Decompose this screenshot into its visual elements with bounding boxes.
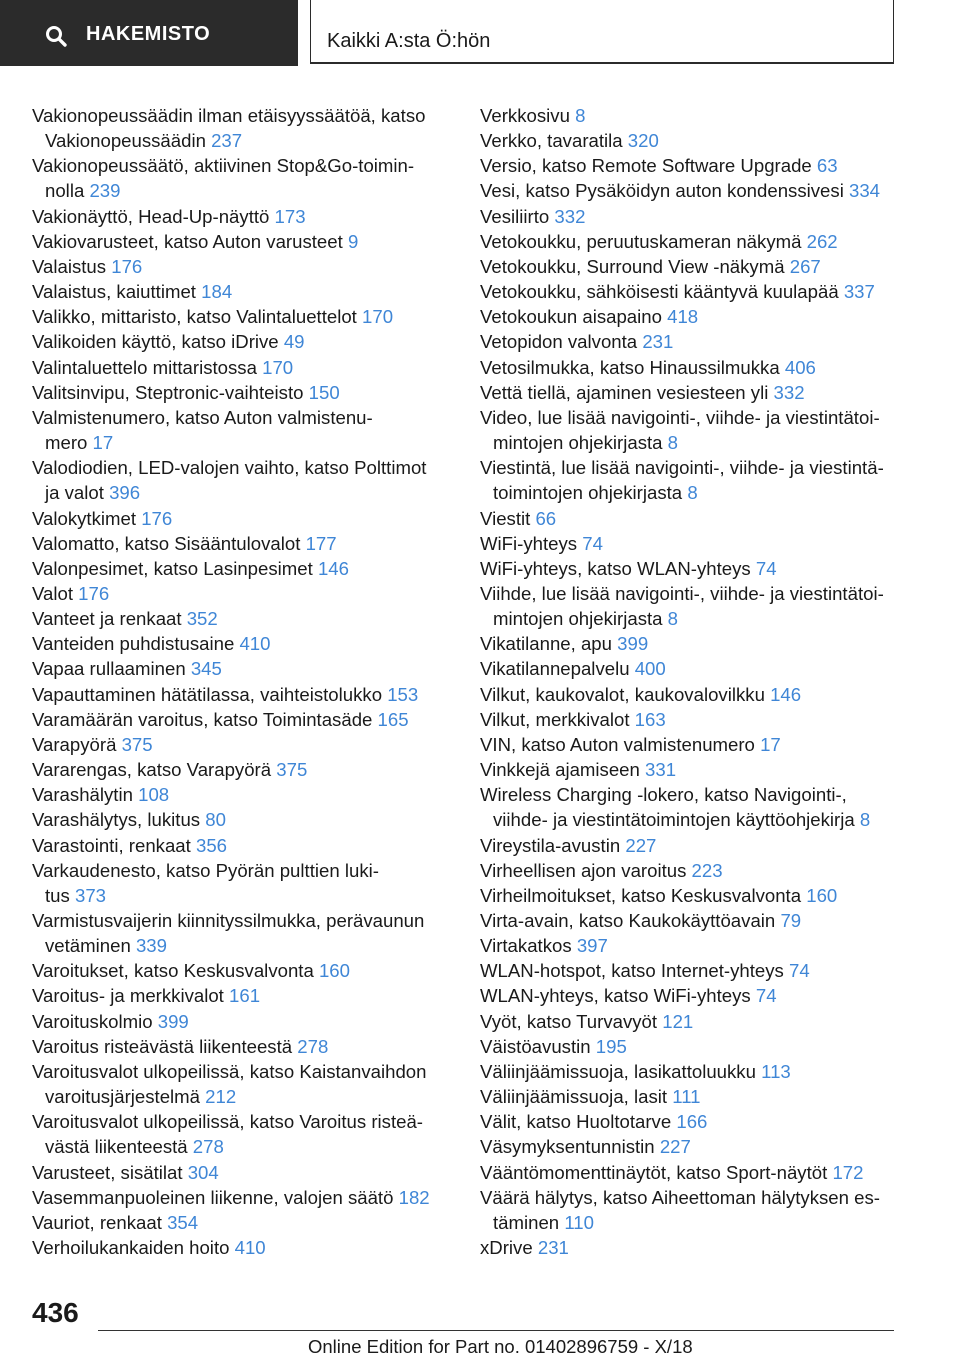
index-column-right [480, 103, 910, 1260]
index-entry [32, 858, 452, 908]
index-entry [480, 304, 910, 329]
page-reference-link[interactable]: 227 [625, 834, 657, 856]
page-reference-link[interactable]: 121 [662, 1010, 694, 1032]
index-entry [480, 1185, 910, 1235]
index-entry-text: toimintojen ohjekirjasta [493, 482, 688, 504]
index-entry [32, 355, 452, 380]
index-entry-text: Virta-avain, katso Kaukokäyttöavain [480, 910, 781, 931]
index-entry-text: Varapyörä [32, 733, 122, 755]
index-entry-text: Vakionäyttö, Head-Up-näyttö [32, 205, 275, 227]
page-reference-link[interactable]: 165 [377, 708, 409, 730]
page-reference-link[interactable]: 66 [535, 507, 557, 529]
page-reference-link[interactable]: 354 [167, 1211, 199, 1233]
index-entry [32, 304, 452, 329]
index-entry [32, 958, 452, 983]
index-entry-text: Vääntömomenttinäytöt, katso Sport-näytöt [480, 1161, 833, 1183]
index-entry [32, 1059, 452, 1109]
index-entry-text: Varoituskolmio [32, 1010, 158, 1032]
index-entry [32, 405, 452, 455]
index-entry-text: mintojen ohjekirjasta [493, 608, 668, 630]
index-entry-text: Vasemmanpuoleinen liikenne, valojen säätö [32, 1186, 399, 1208]
index-entry-text: mintojen ohjekirjasta [493, 432, 668, 454]
index-entry-text: Vapauttaminen hätätilassa, vaihteistolukko [32, 683, 388, 705]
page-reference-link[interactable]: 113 [761, 1060, 791, 1082]
page-reference-link[interactable]: 146 [317, 557, 349, 579]
index-entry [32, 682, 452, 707]
page-reference-link[interactable]: 399 [617, 633, 649, 655]
page-reference-link[interactable]: 80 [205, 809, 226, 831]
index-entry-text: Viihde, lue lisää navigointi-, viihde- ja viestintätoi‐ [480, 582, 884, 604]
index-entry [480, 833, 910, 858]
index-entry-text: WiFi-yhteys, katso WLAN-yhteys [480, 557, 756, 579]
index-entry-text: VIN, katso Auton valmistenumero [480, 733, 761, 755]
page-reference-link[interactable]: 345 [190, 658, 222, 680]
page-reference-link[interactable]: 375 [276, 759, 308, 781]
search-icon [44, 24, 68, 48]
page-reference-link[interactable]: 195 [595, 1035, 627, 1057]
page-reference-link[interactable]: 110 [564, 1211, 594, 1233]
tab-all-a-to-o[interactable] [310, 0, 894, 64]
page-reference-link[interactable]: 176 [111, 255, 143, 277]
index-entry [32, 204, 452, 229]
index-entry [480, 103, 910, 128]
index-entry-text: Vireystila-avustin [480, 834, 626, 856]
index-entry-text: Vilkut, kaukovalot, kaukovalovilkku [480, 683, 771, 705]
page-reference-link[interactable]: 212 [205, 1086, 237, 1108]
index-entry-text: WLAN-hotspot, katso Internet-yhteys [480, 960, 789, 982]
index-entry-text: Varashälytin [32, 784, 139, 806]
page-reference-link[interactable]: 352 [186, 608, 218, 630]
page-reference-link[interactable]: 153 [387, 683, 419, 705]
index-entry-text: WiFi-yhteys [480, 532, 583, 554]
page-reference-link[interactable]: 410 [234, 1237, 266, 1259]
page-reference-link[interactable]: 150 [308, 381, 340, 403]
index-entry-text: Vetopidon valvonta [480, 331, 643, 353]
page-reference-link[interactable]: 337 [843, 281, 875, 303]
page-reference-link[interactable]: 74 [582, 532, 603, 554]
page-reference-link[interactable]: 239 [89, 180, 121, 202]
index-entry [32, 782, 452, 807]
index-entry [32, 631, 452, 656]
page-reference-link[interactable]: 8 [575, 105, 586, 126]
index-entry-text: Vesiliirto [480, 205, 555, 227]
index-entry-text: Verkko, tavaratila [480, 130, 628, 152]
page-reference-link[interactable]: 278 [297, 1035, 329, 1057]
index-entry-text: Valikko, mittaristo, katso Valintaluettelot [32, 306, 363, 328]
index-entry-text: Valikoiden käyttö, katso iDrive [32, 331, 284, 353]
index-entry-text: Valaistus, kaiuttimet [32, 281, 202, 303]
page-reference-link[interactable]: 397 [576, 935, 608, 957]
index-entry-text: Vettä tiellä, ajaminen vesiesteen yli [480, 381, 774, 403]
index-button-label: HAKEMISTO [86, 23, 211, 45]
index-entry [32, 807, 452, 832]
index-entry [480, 1109, 910, 1134]
index-entry [480, 732, 910, 757]
page-reference-link[interactable]: 262 [806, 230, 838, 252]
index-entry [480, 1134, 910, 1159]
index-entry [32, 1034, 452, 1059]
page-reference-link[interactable]: 177 [305, 532, 337, 554]
page-reference-link[interactable]: 331 [645, 759, 677, 781]
index-entry-text: Verhoilukankaiden hoito [32, 1237, 235, 1259]
index-entry [480, 631, 910, 656]
index-entry-text: Varkaudenesto, katso Pyörän pulttien luki‐ [32, 859, 379, 881]
index-entry [480, 531, 910, 556]
index-entry-text: Vikatilanne, apu [480, 633, 618, 655]
index-entry-text: Virheellisen ajon varoitus [480, 859, 692, 881]
page-reference-link[interactable]: 267 [789, 255, 821, 277]
index-entry [480, 329, 910, 354]
header [0, 0, 960, 66]
index-entry-text: Valmistenumero, katso Auton valmistenu‐ [32, 406, 373, 428]
index-entry-text: Vesi, katso Pysäköidyn auton kondenssivesi [480, 180, 849, 202]
index-entry [32, 103, 452, 153]
index-entry-text: Valitsinvipu, Steptronic-vaihteisto [32, 381, 309, 403]
page-number: 436 [32, 1297, 79, 1328]
index-entry-text: tus [45, 884, 75, 906]
index-entry-text: Varmistusvaijerin kiinnityssilmukka, perävaunun [32, 910, 425, 931]
index-entry-text: Valintaluettelo mittaristossa [32, 356, 263, 378]
page-reference-link[interactable]: 160 [806, 884, 838, 906]
index-entry [32, 556, 452, 581]
index-entry [32, 606, 452, 631]
index-entry [480, 229, 910, 254]
index-entry [32, 254, 452, 279]
index-entry [480, 581, 910, 631]
index-entry-text: Viestit [480, 507, 536, 529]
index-entry [32, 329, 452, 354]
index-entry [32, 279, 452, 304]
index-entry-text: västä liikenteestä [45, 1136, 193, 1158]
index-entry-text: Varashälytys, lukitus [32, 809, 206, 831]
index-entry-text: xDrive [480, 1237, 538, 1259]
index-entry-text: Vakionopeussäätö, aktiivinen Stop&Go-toimin‐ [32, 155, 415, 177]
index-entry [480, 556, 910, 581]
page-reference-link[interactable]: 111 [672, 1086, 701, 1108]
index-entry-text: viihde- ja viestintätoimintojen käyttöohjekirja [493, 809, 860, 831]
page-reference-link[interactable]: 166 [676, 1111, 708, 1133]
page-reference-link[interactable]: 418 [667, 306, 699, 328]
index-entry [480, 656, 910, 681]
index-entry [32, 732, 452, 757]
page-reference-link[interactable]: 49 [283, 331, 305, 353]
index-entry-text: Varamäärän varoitus, katso Toimintasäde [32, 708, 378, 730]
index-column-left [32, 103, 452, 1260]
index-entry-text: Vapaa rullaaminen [32, 658, 191, 680]
index-entry-text: Varoitukset, katso Keskusvalvonta [32, 960, 319, 982]
index-entry-text: WLAN-yhteys, katso WiFi-yhteys [480, 985, 756, 1007]
footer-edition-text: Online Edition for Part no. 01402896759 - X/18 [308, 1336, 693, 1357]
page-reference-link[interactable]: 231 [642, 331, 674, 353]
index-entry [32, 531, 452, 556]
index-entry-text: nolla [45, 180, 90, 202]
index-entry-text: Varoitusvalot ulkopeilissä, katso Kaistanvaihdon [32, 1060, 427, 1082]
index-entry [480, 983, 910, 1008]
index-entry-text: Valokytkimet [32, 507, 142, 529]
index-entry-text: Virtakatkos [480, 935, 577, 957]
page-reference-link[interactable]: 176 [141, 507, 173, 529]
index-entry-text: Video, lue lisää navigointi-, viihde- ja viestintätoi‐ [480, 406, 880, 428]
index-entry [480, 178, 910, 203]
index-entry [480, 128, 910, 153]
index-entry [480, 254, 910, 279]
index-entry-text: Väärä hälytys, katso Aiheettoman hälytyksen es‐ [480, 1186, 880, 1208]
index-entry [480, 707, 910, 732]
index-entry [480, 1235, 910, 1260]
page-reference-link[interactable]: 356 [195, 834, 228, 856]
index-entry [32, 1235, 452, 1260]
index-entry-text: Väliinjäämissuoja, lasikattoluukku [480, 1060, 762, 1082]
page-reference-link[interactable]: 172 [832, 1161, 864, 1183]
index-entry-text: Vakionopeussäädin ilman etäisyyssäätöä, katso [32, 105, 426, 126]
index-entry-text: Vetosilmukka, katso Hinaussilmukka [480, 356, 785, 378]
page-reference-link[interactable]: 161 [229, 985, 261, 1007]
index-entry-text: Valonpesimet, katso Lasinpesimet [32, 557, 318, 579]
page-reference-link[interactable]: 8 [859, 809, 871, 831]
page-reference-link[interactable]: 170 [262, 356, 294, 378]
page-reference-link[interactable]: 146 [770, 683, 802, 705]
page-reference-link[interactable]: 163 [634, 708, 666, 730]
index-entry [480, 858, 910, 883]
index-entry [480, 405, 910, 455]
page-reference-link[interactable]: 184 [201, 281, 233, 303]
page-reference-link[interactable]: 63 [816, 155, 838, 177]
page-reference-link[interactable]: 227 [659, 1136, 691, 1158]
page-reference-link[interactable]: 332 [554, 205, 586, 227]
index-entry [480, 883, 910, 908]
index-entry [480, 355, 910, 380]
index-entry-text: Välit, katso Huoltotarve [480, 1111, 677, 1133]
index-entry [32, 908, 452, 958]
page-reference-link[interactable]: 8 [687, 482, 698, 504]
index-entry-text: ja valot [45, 482, 110, 504]
index-entry [32, 1109, 452, 1159]
tab-label: Kaikki A:sta Ö:hön [327, 30, 491, 52]
index-entry-text: Vetokoukku, sähköisesti kääntyvä kuulapää [480, 281, 844, 303]
index-entry [480, 455, 910, 505]
index-entry-text: Varoitus- ja merkkivalot [32, 985, 230, 1007]
page-reference-link[interactable]: 332 [773, 381, 805, 403]
index-entry-text: Vikatilannepalvelu [480, 658, 635, 680]
index-entry [480, 682, 910, 707]
index-entry [480, 1009, 910, 1034]
index-entry [480, 1160, 910, 1185]
page-reference-link[interactable]: 8 [667, 432, 679, 454]
page-reference-link[interactable]: 400 [634, 658, 666, 680]
page-reference-link[interactable]: 334 [849, 180, 881, 202]
index-entry-text: Vyöt, katso Turvavyöt [480, 1010, 663, 1032]
index-entry-text: mero [45, 432, 93, 454]
page-reference-link[interactable]: 170 [362, 306, 394, 328]
index-entry [480, 958, 910, 983]
index-entry [480, 153, 910, 178]
index-entry-text: Vakionopeussäädin [45, 130, 212, 152]
index-entry-text: Vetokoukku, Surround View -näkymä [480, 255, 790, 277]
index-entry [480, 380, 910, 405]
page-reference-link[interactable]: 399 [157, 1010, 189, 1032]
index-entry-text: Väsymyksentunnistin [480, 1136, 660, 1158]
page-reference-link[interactable]: 176 [78, 582, 110, 604]
page-reference-link[interactable]: 74 [789, 960, 810, 982]
index-entry-text: Varastointi, renkaat [32, 834, 196, 856]
index-entry-text: Varoitusvalot ulkopeilissä, katso Varoitus risteä‐ [32, 1111, 423, 1133]
index-entry-text: Vauriot, renkaat [32, 1211, 168, 1233]
index-entry [480, 782, 910, 832]
index-entry [32, 757, 452, 782]
index-entry-text: Vanteiden puhdistusaine [32, 633, 240, 655]
page-reference-link[interactable]: 373 [74, 884, 107, 906]
index-entry [32, 983, 452, 1008]
index-button[interactable] [0, 0, 298, 66]
index-entry-text: Wireless Charging -lokero, katso Navigointi-, [480, 784, 847, 806]
page-reference-link[interactable]: 8 [667, 608, 679, 630]
page-reference-link[interactable]: 223 [691, 859, 723, 881]
index-entry [32, 153, 452, 203]
index-entry-text: Valot [32, 582, 79, 604]
index-entry-text: Valodiodien, LED-valojen vaihto, katso Polttimot [32, 457, 427, 479]
page-reference-link[interactable]: 74 [755, 557, 777, 579]
index-entry [480, 279, 910, 304]
index-entry [32, 1185, 452, 1210]
index-entry-text: Vararengas, katso Varapyörä [32, 759, 277, 781]
index-entry-text: Verkkosivu [480, 105, 576, 126]
index-entry-text: Valomatto, katso Sisääntulovalot [32, 532, 306, 554]
index-entry [480, 908, 910, 933]
index-entry [480, 933, 910, 958]
page-reference-link[interactable]: 410 [239, 633, 271, 655]
page-reference-link[interactable]: 278 [192, 1136, 224, 1158]
index-entry-text: Väliinjäämissuoja, lasit [480, 1086, 673, 1108]
index-entry-text: Vinkkejä ajamiseen [480, 759, 646, 781]
page-reference-link[interactable]: 406 [784, 356, 816, 378]
page-reference-link[interactable]: 339 [135, 935, 167, 957]
index-entry-text: Versio, katso Remote Software Upgrade [480, 155, 817, 177]
index-entry [32, 707, 452, 732]
page-reference-link[interactable]: 108 [138, 784, 170, 806]
index-entry-text: Varusteet, sisätilat [32, 1161, 188, 1183]
index-entry-text: Väistöavustin [480, 1035, 596, 1057]
index-entry [480, 506, 910, 531]
index-entry-text: Vakiovarusteet, katso Auton varusteet [32, 230, 348, 252]
index-entry [32, 1210, 452, 1235]
index-entry-text: Valaistus [32, 255, 112, 277]
index-entry [32, 380, 452, 405]
index-entry [32, 1160, 452, 1185]
index-entry-text: Vanteet ja renkaat [32, 608, 187, 630]
page-reference-link[interactable]: 375 [121, 733, 153, 755]
index-entry [32, 656, 452, 681]
index-entry [32, 833, 452, 858]
page-reference-link[interactable]: 231 [537, 1237, 569, 1259]
page-reference-link[interactable]: 304 [187, 1161, 219, 1183]
page-reference-link[interactable]: 74 [755, 985, 777, 1007]
page-reference-link[interactable]: 320 [627, 130, 659, 152]
page-reference-link[interactable]: 237 [211, 130, 243, 152]
index-entry-text: Varoitus risteävästä liikenteestä [32, 1035, 298, 1057]
page-reference-link[interactable]: 160 [318, 960, 350, 982]
page-reference-link[interactable]: 9 [347, 230, 359, 252]
index-entry-text: vetäminen [45, 935, 136, 957]
index-entry [480, 1059, 910, 1084]
page-reference-link[interactable]: 17 [92, 432, 114, 454]
footer-divider [98, 1330, 894, 1331]
index-entry-text: varoitusjärjestelmä [45, 1086, 206, 1108]
index-entry [480, 757, 910, 782]
index-entry [480, 1084, 910, 1109]
index-entry [32, 506, 452, 531]
index-entry-text: Vilkut, merkkivalot [480, 708, 635, 730]
index-entry [32, 1009, 452, 1034]
index-entry [32, 455, 452, 505]
page-reference-link[interactable]: 173 [274, 205, 306, 227]
page-reference-link[interactable]: 182 [398, 1186, 430, 1208]
index-entry-text: täminen [493, 1211, 565, 1233]
index-entry-text: Vetokoukku, peruutuskameran näkymä [480, 230, 807, 252]
page-reference-link[interactable]: 17 [760, 733, 781, 755]
index-entry [480, 1034, 910, 1059]
index-entry [32, 229, 452, 254]
page-reference-link[interactable]: 396 [109, 482, 141, 504]
index-entry [480, 204, 910, 229]
page-reference-link[interactable]: 79 [780, 910, 802, 931]
index-entry-text: Virheilmoitukset, katso Keskusvalvonta [480, 884, 807, 906]
index-entry [32, 581, 452, 606]
index-entry-text: Vetokoukun aisapaino [480, 306, 668, 328]
index-entry-text: Viestintä, lue lisää navigointi-, viihde- ja viestintä‐ [480, 457, 884, 479]
